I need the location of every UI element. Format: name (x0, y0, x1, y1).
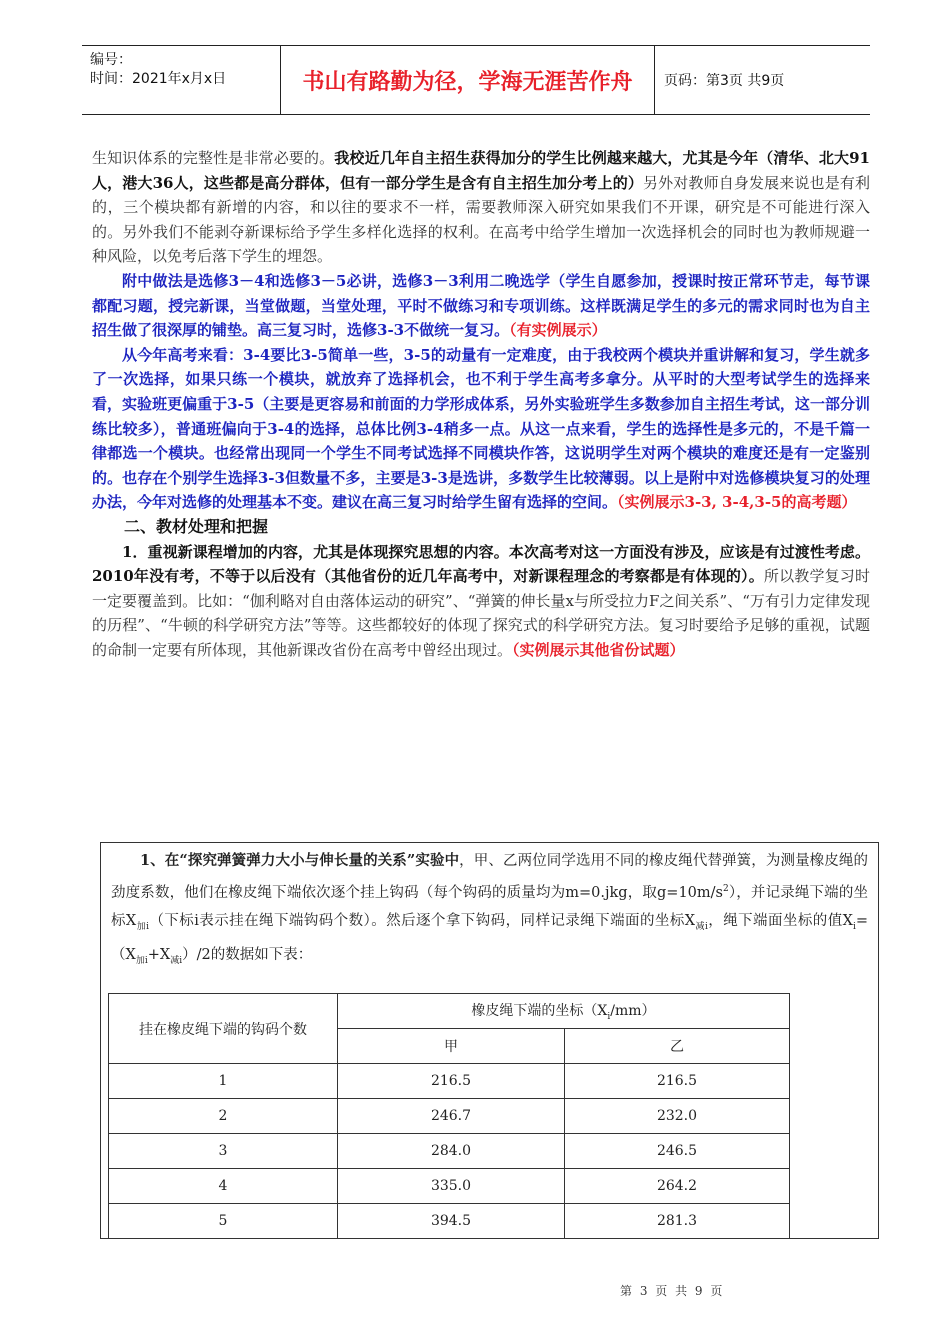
cell-count: 2 (109, 1099, 338, 1134)
problem-text-a: ，甲、乙两位同学选用不同的橡皮绳代替弹簧，为测量橡皮绳的劲度系数，他们在橡皮绳下端依次逐个挂上钩码（每个钩码的质量均为m=0.jkg，取g=10m/s (111, 853, 868, 901)
cell-count: 4 (109, 1169, 338, 1204)
cell-count: 3 (109, 1134, 338, 1169)
problem-paragraph (111, 847, 868, 975)
problem-text-b: ），并记录绳下端的坐标X (111, 884, 868, 929)
table-row (109, 1169, 790, 1204)
table-row (109, 1099, 790, 1134)
p1-text-bold: 我校近几年自主招生获得加分的学生比例越来越大，尤其是今年（清华、北大91人，港大36人，这些都是高分群体，但有一部分学生是含有自主招生加分考上的） (92, 149, 870, 192)
subscript-i: i (852, 921, 856, 932)
header-coordinate-text: 橡皮绳下端的坐标（X (471, 1003, 608, 1020)
cell-yi: 232.0 (565, 1099, 790, 1134)
header-yi: 乙 (565, 1029, 790, 1064)
p1-text-a: 生知识体系的完整性是非常必要的。 (92, 149, 335, 167)
p4-text-red: （实例展示其他省份试题） (512, 640, 685, 659)
problem-text-g: ）/2的数据如下表： (182, 946, 313, 963)
header-meta (82, 46, 280, 114)
header-coordinate (338, 994, 790, 1029)
subscript-jia-i: 加i (136, 921, 150, 932)
p3-text-red: （实例展示3-3, 3-4,3-5的高考题） (617, 493, 857, 512)
p4-text-normal: 所以教学复习时一定要覆盖到。比如：“伽利略对自由落体运动的研究”、“弹簧的伸长量x与所受拉力F之间关系”、“万有引力定律发现的历程”、“牛顿的科学研究方法”等等。这些都较好的体现了探究式的科学研究方法。复习时要给予足够的重视，试题的命制一定要有所体现，其他新课改省份在高考中曾经出现过。 (92, 567, 870, 659)
section-title: 二、教材处理和把握 (124, 516, 269, 536)
header-jia: 甲 (338, 1029, 565, 1064)
cell-yi: 216.5 (565, 1064, 790, 1099)
p2-text-red: （有实例展示） (509, 321, 607, 340)
table-row (109, 1204, 790, 1239)
header-page-info: 页码：第3页 共9页 (664, 73, 785, 89)
cell-yi: 264.2 (565, 1169, 790, 1204)
problem-text-d: ，绳下端面坐标的值X (707, 912, 853, 929)
problem-text-e: =（X (111, 912, 868, 963)
paragraph-4 (92, 540, 870, 663)
page-footer: 第 3 页 共 9 页 (620, 1284, 725, 1298)
cell-jia: 246.7 (338, 1099, 565, 1134)
cell-count: 1 (109, 1064, 338, 1099)
p1-text-c: 另外对教师自身发展来说也是有利的，三个模块都有新增的内容，和以往的要求不一样，需要教师深入研究如果我们不开课，研究是不可能进行深入的。另外我们不能剥夺新课标给予学生多样化选择的权利。在高考中给学生增加一次选择机会的同时也为教师规避一种风险，以免考后落下学生的埋怨。 (92, 173, 870, 266)
paragraph-2 (92, 269, 870, 343)
subscript-jia-i-2: 加i (135, 955, 148, 966)
cell-count: 5 (109, 1204, 338, 1239)
problem-lead: 1、在“探究弹簧弹力大小与伸长量的关系”实验中 (140, 852, 460, 869)
page-header (82, 45, 870, 115)
problem-text-f: +X (147, 946, 171, 963)
cell-jia: 335.0 (338, 1169, 565, 1204)
main-text (92, 146, 870, 662)
problem-box (100, 842, 879, 1239)
cell-jia: 394.5 (338, 1204, 565, 1239)
header-coordinate-unit: /mm） (610, 1003, 656, 1020)
header-hook-count: 挂在橡皮绳下端的钩码个数 (109, 994, 338, 1064)
subscript-jian-i-2: 减i (170, 955, 183, 966)
problem-text-c: （下标i表示挂在绳下端钩码个数）。然后逐个拿下钩码，同样记录绳下端面的坐标X (149, 912, 696, 929)
header-coordinate-sub: i (607, 1011, 611, 1022)
cell-jia: 216.5 (338, 1064, 565, 1099)
p4-text-bold: 1．重视新课程增加的内容，尤其是体现探究思想的内容。本次高考对这一方面没有涉及，应该是有过渡性考虑。2010年没有考，不等于以后没有（其他省份的近几年高考中，对新课程理念的考察都是有体现的）。 (92, 542, 870, 586)
cell-yi: 281.3 (565, 1204, 790, 1239)
paragraph-1 (92, 146, 870, 269)
p3-text-blue: 从今年高考来看：3-4要比3-5简单一些，3-5的动量有一定难度，由于我校两个模块并重讲解和复习，学生就多了一次选择，如果只练一个模块，就放弃了选择机会，也不利于学生高考多拿分。从平时的大型考试学生的选择来看，实验班更偏重于3-5（主要是更容易和前面的力学形成体系，另外实验班学生多数参加自主招生考试，这一部分训练比较多），普通班偏向于3-4的选择，总体比例3-4稍多一点。从这一点来看，学生的选择性是多元的，不是千篇一律都选一个模块。也经常出现同一个学生不同考试选择不同模块作答，这说明学生对两个模块的难度还是有一定鉴别的。也存在个别学生选择3-3但数量不多，主要是3-3是选讲，多数学生比较薄弱。以上是附中对选修模块复习的处理办法，今年对选修的处理基本不变。建议在高三复习时给学生留有选择的空间。 (92, 345, 870, 512)
doc-number-label: 编号： (90, 52, 132, 68)
table-row (109, 1134, 790, 1169)
header-motto: 书山有路勤为径，学海无涯苦作舟 (280, 46, 655, 114)
cell-jia: 284.0 (338, 1134, 565, 1169)
problem-statement (111, 847, 868, 975)
doc-time-label: 时间：2021年x月x日 (90, 71, 227, 87)
subscript-jian-i: 减i (695, 921, 708, 932)
data-table (108, 993, 790, 1239)
superscript-2: 2 (722, 884, 729, 894)
table-header-row (109, 994, 790, 1029)
table-row (109, 1064, 790, 1099)
p2-text-blue: 附中做法是选修3－4和选修3－5必讲，选修3－3利用二晚选学（学生自愿参加，授课时按正常环节走，每节课都配习题，授完新课，当堂做题，当堂处理，平时不做练习和专项训练。这样既满足学生的多元的需求同时也为自主招生做了很深厚的铺垫。高三复习时，选修3-3不做统一复习。 (92, 271, 870, 340)
paragraph-3 (92, 343, 870, 515)
cell-yi: 246.5 (565, 1134, 790, 1169)
